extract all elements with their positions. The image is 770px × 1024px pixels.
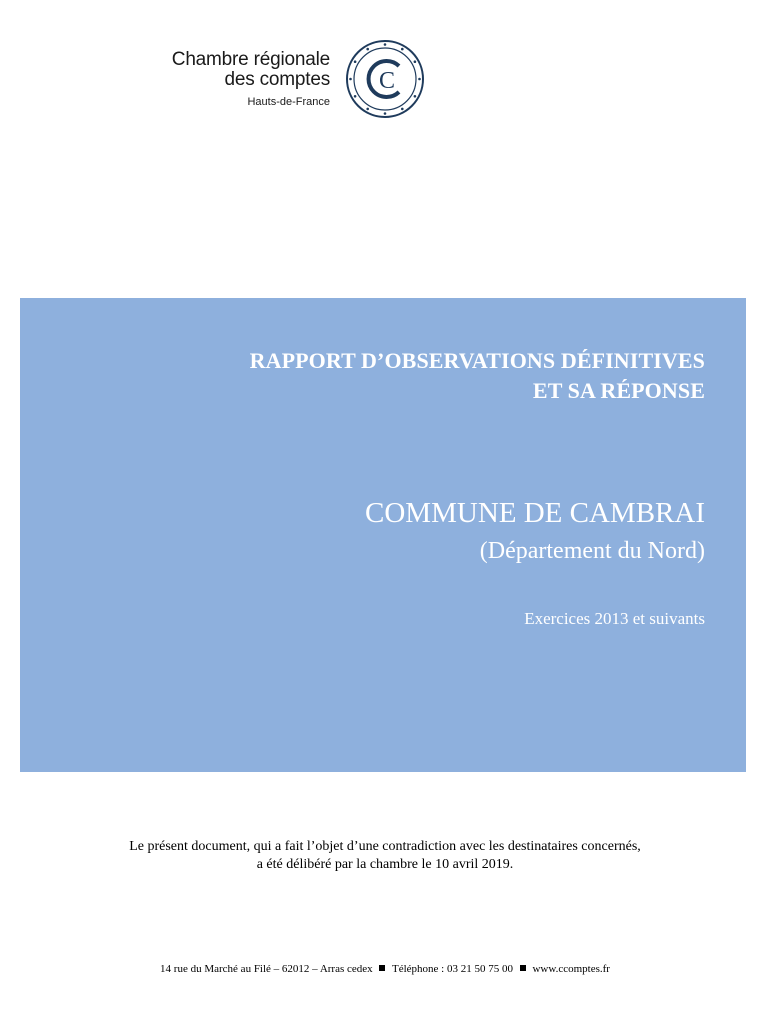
svg-text:C: C	[378, 68, 396, 94]
cover-title-band	[20, 298, 746, 772]
department-name: (Département du Nord)	[479, 538, 705, 564]
institution-logo-text	[70, 50, 330, 110]
separator-square-icon	[379, 965, 385, 971]
institution-region: Hauts-de-France	[247, 96, 330, 108]
report-title-line1: RAPPORT D’OBSERVATIONS DÉFINITIVES	[249, 348, 705, 373]
exercises-period: Exercices 2013 et suivants	[524, 609, 705, 628]
footer-contact	[0, 962, 770, 976]
separator-square-icon	[520, 965, 526, 971]
report-title	[250, 346, 705, 406]
statement-line1: Le présent document, qui a fait l’objet d’une contradiction avec les destinataires concernés,	[129, 839, 641, 854]
institution-name-line1: Chambre régionale	[171, 49, 330, 70]
commune-name: COMMUNE DE CAMBRAI	[365, 497, 705, 529]
footer-website: www.ccomptes.fr	[532, 963, 610, 975]
footer-phone: Téléphone : 03 21 50 75 00	[391, 963, 513, 975]
report-title-line2: ET SA RÉPONSE	[532, 378, 705, 403]
statement-line2: a été délibéré par la chambre le 10 avril 2019.	[256, 857, 514, 872]
footer-address: 14 rue du Marché au Filé – 62012 – Arras cedex	[160, 963, 373, 975]
institution-name-line2: des comptes	[224, 69, 330, 90]
court-seal-icon	[344, 38, 426, 120]
deliberation-statement	[0, 838, 770, 874]
